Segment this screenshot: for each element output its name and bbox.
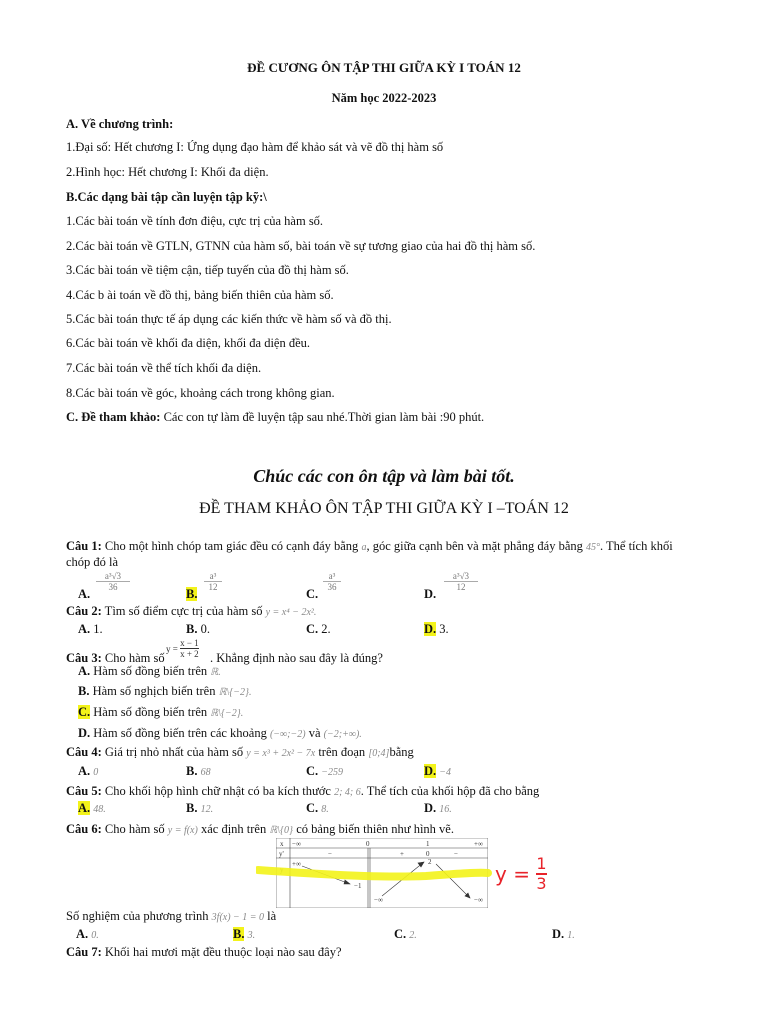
math-formula: y = x⁴ − 2x². xyxy=(265,607,317,618)
table-yprime-value: + xyxy=(400,850,404,858)
table-y-value: 2 xyxy=(428,858,432,866)
school-year: Năm học 2022-2023 xyxy=(331,91,437,105)
table-y-value: −∞ xyxy=(374,896,383,904)
option[interactable] xyxy=(306,622,331,637)
section-c-text: Các con tự làm đề luyện tập sau nhé.Thời gian làm bài :90 phút. xyxy=(160,410,485,424)
annotation-lhs: y = xyxy=(495,862,530,886)
section-b-line: 2.Các bài toán về GTLN, GTNN của hàm số, bài toán về sự tương giao của hai đồ thị hàm số. xyxy=(66,239,536,253)
question-text: là xyxy=(264,909,277,923)
option-letter-highlighted: B. xyxy=(233,927,245,941)
section-b-line: 3.Các bài toán về tiệm cận, tiếp tuyến của đồ thị hàm số. xyxy=(66,263,349,277)
option-value: −259 xyxy=(321,767,344,778)
option[interactable] xyxy=(186,764,211,779)
option[interactable] xyxy=(233,927,255,942)
fraction-den: 36 xyxy=(96,581,130,592)
math-a: a xyxy=(361,542,367,553)
question-text: Tìm số điểm cực trị của hàm số xyxy=(101,604,266,618)
table-y-label: y xyxy=(280,866,284,874)
option-value: 16. xyxy=(439,804,452,815)
table-x-value: 0 xyxy=(366,840,370,848)
option-value: 8. xyxy=(321,804,329,815)
option[interactable] xyxy=(78,664,221,679)
option-letter: B. xyxy=(186,622,198,636)
option-letter-highlighted: D. xyxy=(424,622,437,636)
question-6 xyxy=(66,822,454,837)
option-text: và xyxy=(305,726,324,740)
option[interactable] xyxy=(424,801,452,816)
question-text: Cho hàm số xyxy=(101,822,168,836)
math-interval: (−2;+∞). xyxy=(323,729,362,740)
question-6-line2 xyxy=(66,909,276,924)
option[interactable] xyxy=(186,622,210,637)
question-7 xyxy=(66,945,342,960)
option[interactable] xyxy=(306,764,343,779)
option-letter-highlighted[interactable]: B. xyxy=(186,587,198,601)
option-letter: A. xyxy=(78,664,91,678)
section-c-label: C. Đề tham khảo: xyxy=(66,410,161,424)
table-x-label: x xyxy=(280,840,284,848)
option-letter-highlighted: A. xyxy=(78,801,91,815)
question-label: Câu 1: xyxy=(66,539,102,553)
fraction-num: a³ xyxy=(209,571,217,581)
question-text: Khối hai mươi mặt đều thuộc loại nào sau đây? xyxy=(101,945,342,959)
math-angle: 45° xyxy=(586,542,600,553)
question-label: Câu 4: xyxy=(66,745,102,759)
table-yprime-value: 0 xyxy=(426,850,430,858)
question-text: Số nghiệm của phương trình xyxy=(66,909,212,923)
question-text: bằng xyxy=(389,745,414,759)
option-letter: A. xyxy=(76,927,89,941)
option-letter: D. xyxy=(552,927,565,941)
question-text: . Thể tích của khối hộp đã cho bằng xyxy=(360,784,540,798)
wish-heading: Chúc các con ôn tập và làm bài tốt. xyxy=(253,466,515,486)
option-letter: C. xyxy=(394,927,407,941)
table-yprime-value: − xyxy=(328,850,332,858)
option-letter-highlighted: D. xyxy=(424,764,437,778)
exam-title: ĐỀ THAM KHẢO ÔN TẬP THI GIỮA KỲ I –TOÁN 12 xyxy=(199,500,569,517)
option-letter[interactable]: A. xyxy=(78,587,91,601)
section-c xyxy=(66,410,484,425)
formula-lhs: y = xyxy=(166,643,178,654)
question-text: xác định trên xyxy=(197,822,270,836)
math-equation: 3f(x) − 1 = 0 xyxy=(211,912,265,923)
option[interactable] xyxy=(186,801,213,816)
option-letter: D. xyxy=(424,801,437,815)
question-text: , góc giữa cạnh bên và mặt phẳng đáy bằng xyxy=(366,539,586,553)
section-b-line: 7.Các bài toán về thể tích khối đa diện. xyxy=(66,361,262,375)
fraction-num: a³√3 xyxy=(104,571,122,581)
option[interactable] xyxy=(78,684,252,699)
table-y-value: −∞ xyxy=(474,896,483,904)
option-text: Hàm số đồng biến trên xyxy=(90,664,211,678)
option-fraction xyxy=(444,571,478,592)
option[interactable] xyxy=(306,801,329,816)
option-fraction xyxy=(204,571,222,592)
math-set: ℝ\{−2}. xyxy=(218,687,252,698)
question-label: Câu 2: xyxy=(66,604,102,618)
option-letter: C. xyxy=(306,622,319,636)
option-value: 3. xyxy=(439,622,449,636)
option-fraction xyxy=(96,571,130,592)
document-title: ĐỀ CƯƠNG ÔN TẬP THI GIỮA KỲ I TOÁN 12 xyxy=(247,60,521,75)
annotation-den: 3 xyxy=(536,874,547,893)
question-text: Giá trị nhỏ nhất của hàm số xyxy=(101,745,247,759)
annotation-num: 1 xyxy=(536,854,547,873)
option-letter[interactable]: D. xyxy=(424,587,437,601)
option-value: 1. xyxy=(93,622,103,636)
question-1-line2: chóp đó là xyxy=(66,555,119,569)
question-label: Câu 3: xyxy=(66,651,102,665)
fraction-num: a³√3 xyxy=(452,571,470,581)
option-letter: D. xyxy=(78,726,91,740)
option-letter[interactable]: C. xyxy=(306,587,319,601)
fraction-den: 12 xyxy=(444,581,478,592)
math-formula: y = x³ + 2x² − 7x xyxy=(246,748,316,759)
math-dims: 2; 4; 6 xyxy=(334,787,361,798)
option[interactable] xyxy=(78,801,106,816)
math-set: ℝ\{0} xyxy=(269,825,294,836)
option-letter: C. xyxy=(306,801,319,815)
question-text: trên đoạn xyxy=(315,745,369,759)
option-fraction xyxy=(323,571,341,592)
handwritten-annotation xyxy=(495,855,547,893)
question-4 xyxy=(66,745,414,760)
question-text: . Thể tích khối xyxy=(600,539,673,553)
math-formula xyxy=(166,638,199,659)
section-a-heading: A. Về chương trình: xyxy=(66,117,174,131)
option-value: 2. xyxy=(321,622,331,636)
question-text: có bảng biến thiên như hình vẽ. xyxy=(293,822,454,836)
section-a-line: 2.Hình học: Hết chương I: Khối đa diện. xyxy=(66,165,269,179)
math-set: ℝ. xyxy=(210,667,221,678)
option[interactable] xyxy=(78,622,103,637)
option-letter: B. xyxy=(186,764,198,778)
question-label: Câu 6: xyxy=(66,822,102,836)
option[interactable] xyxy=(78,726,362,741)
table-y-value: +∞ xyxy=(292,860,301,868)
question-text: . Khẳng định nào sau đây là đúng? xyxy=(210,651,383,665)
option-letter: A. xyxy=(78,622,91,636)
option[interactable] xyxy=(78,705,243,720)
table-x-value: 1 xyxy=(426,840,430,848)
option-value: 1. xyxy=(567,930,575,941)
question-text: Cho hàm số xyxy=(101,651,165,665)
fraction-den: 36 xyxy=(323,581,341,592)
option-value: 0. xyxy=(200,622,210,636)
section-b-line: 1.Các bài toán về tính đơn điệu, cực trị của hàm số. xyxy=(66,214,324,228)
option[interactable] xyxy=(424,622,449,637)
option-letter: C. xyxy=(306,764,319,778)
question-text: Cho một hình chóp tam giác đều có cạnh đáy bằng xyxy=(101,539,362,553)
question-2 xyxy=(66,604,316,619)
question-1 xyxy=(66,539,673,554)
table-y-value: −1 xyxy=(354,882,362,890)
option-text: Hàm số đồng biến trên các khoảng xyxy=(90,726,270,740)
section-b-line: 5.Các bài toán thực tế áp dụng các kiến thức về hàm số và đồ thị. xyxy=(66,312,392,326)
option-value: 68 xyxy=(200,767,211,778)
fraction-num: x − 1 xyxy=(180,638,199,648)
option-value: 0 xyxy=(93,767,99,778)
math-formula: y = f(x) xyxy=(167,825,198,836)
section-b-heading: B.Các dạng bài tập cần luyện tập kỹ:\ xyxy=(66,190,267,204)
math-interval: [0;4] xyxy=(368,748,390,759)
table-x-value: −∞ xyxy=(292,840,301,848)
option[interactable] xyxy=(78,764,98,779)
section-b-line: 6.Các bài toán về khối đa diện, khối đa diện đều. xyxy=(66,336,311,350)
question-label: Câu 7: xyxy=(66,945,102,959)
math-interval: (−∞;−2) xyxy=(269,729,306,740)
fraction-num: a³ xyxy=(328,571,336,581)
option-value: 12. xyxy=(200,804,214,815)
option-letter: B. xyxy=(78,684,90,698)
option[interactable] xyxy=(424,764,451,779)
option-letter-highlighted: C. xyxy=(78,705,91,719)
section-a-line: 1.Đại số: Hết chương I: Ứng dụng đạo hàm để khảo sát và vẽ đồ thị hàm số xyxy=(66,140,444,154)
option-value: 2. xyxy=(409,930,417,941)
table-yprime-value: − xyxy=(454,850,458,858)
fraction-den: x + 2 xyxy=(180,649,199,659)
option-letter: B. xyxy=(186,801,198,815)
option-value: −4 xyxy=(439,767,452,778)
option-text: Hàm số đồng biến trên xyxy=(90,705,211,719)
option-text: Hàm số nghịch biến trên xyxy=(89,684,219,698)
option-value: 48. xyxy=(93,804,106,815)
option-value: 3. xyxy=(247,930,256,941)
option-letter: A. xyxy=(78,764,91,778)
option[interactable] xyxy=(552,927,575,942)
question-label: Câu 5: xyxy=(66,784,102,798)
question-text: Cho khối hộp hình chữ nhật có ba kích thước xyxy=(101,784,335,798)
table-x-value: +∞ xyxy=(474,840,483,848)
option-value: 0. xyxy=(91,930,99,941)
question-5 xyxy=(66,784,539,799)
table-yprime-label: y' xyxy=(279,850,284,858)
fraction-den: 12 xyxy=(204,581,222,592)
math-set: ℝ\{−2}. xyxy=(210,708,244,719)
section-b-line: 8.Các bài toán về góc, khoảng cách trong không gian. xyxy=(66,386,335,400)
option[interactable] xyxy=(394,927,417,942)
section-b-line: 4.Các b ài toán về đồ thị, bảng biến thiên của hàm số. xyxy=(66,288,334,302)
option[interactable] xyxy=(76,927,99,942)
